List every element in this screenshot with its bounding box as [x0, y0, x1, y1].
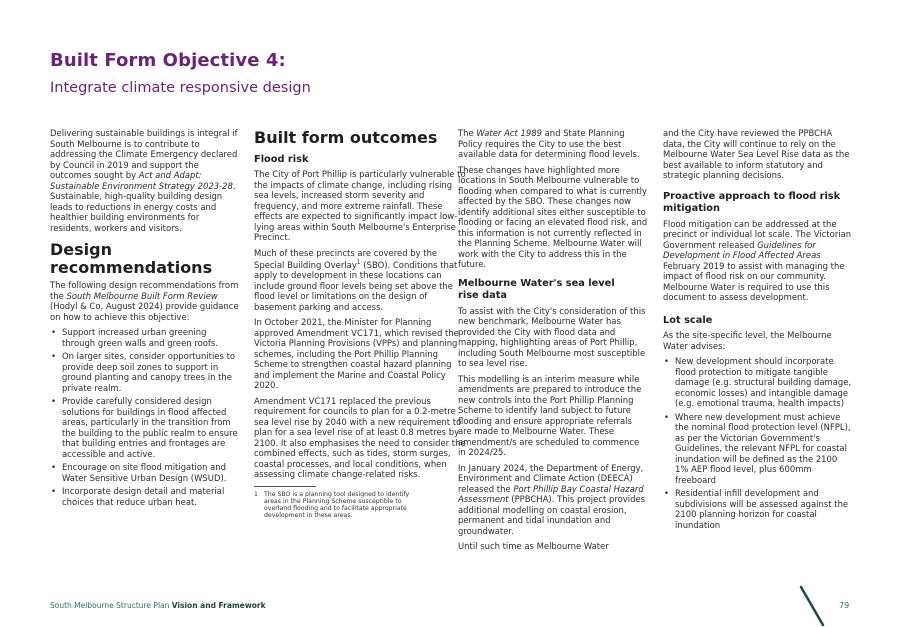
lot-scale-heading: Lot scale	[663, 314, 713, 326]
sea-level-rise-heading: Melbourne Water's sea level rise data	[458, 277, 615, 301]
paragraph: These changes have highlighted more locations in South Melbourne vulnerable to flooding when compared to what is currently affected by the SBO. These changes now identify additional sites either susceptible to flooding or facing an elevated flood risk, and this information is not currently reflected in the Planning Scheme. Melbourne Water will work with the City to address this in the future.	[458, 164, 648, 269]
column-4	[663, 128, 853, 533]
built-form-outcomes-heading: Built form outcomes	[254, 128, 438, 147]
intro-paragraph: Delivering sustainable buildings is integral if South Melbourne is to contribute to addressing the Climate Emergency declared by Council in 2019 and support the outcomes sought by Act and Adapt: Sustainable Environment Strategy 2023-28. Sustainable, high-quality building design leads to reductions in energy costs and healthier building environments for residents, workers and visitors.	[50, 128, 238, 233]
accent-slash-decoration	[798, 585, 828, 627]
paragraph: and the City have reviewed the PPBCHA data, the City will continue to rely on the Melbourne Water Sea Level Rise data as the best available to inform statutory and strategic planning decisions.	[663, 128, 850, 180]
paragraph: Until such time as Melbourne Water	[458, 541, 609, 551]
list-item: • Incorporate design detail and material choices that reduce urban heat.	[50, 486, 240, 507]
footer-section: Vision and Framework	[171, 601, 266, 610]
paragraph: Amendment VC171 replaced the previous requirement for councils to plan for a 0.2-metre sea level rise by 2040 with a new requirement to plan for a sea level rise of at least 0.8 metres by 2100. It also emphasises the need to consider the combined effects, such as tides, storm surges, coastal processes, and local conditions, when assessing climate change-related risks.	[254, 395, 466, 480]
flood-mitigation-heading: Proactive approach to flood risk mitigation	[663, 190, 841, 214]
page-title: Built Form Objective 4:	[50, 50, 286, 71]
list-item: • Provide carefully considered design solutions for buildings in flood affected areas, particularly in the transition from the building to the public realm to ensure that building entries and frontages are accessible and active.	[50, 396, 240, 459]
page-number: 79	[839, 601, 850, 610]
paragraph: The Water Act 1989 and State Planning Policy requires the City to use the best available data for determining flood levels.	[458, 128, 640, 159]
paragraph: In October 2021, the Minister for Planning approved Amendment VC171, which revised the Victoria Planning Provisions (VPPs) and planning schemes, including the Port Phillip Planning Scheme to strengthen coastal hazard planning and implement the Marine and Coastal Policy 2020.	[254, 317, 459, 391]
flood-risk-heading: Flood risk	[254, 153, 309, 165]
footnote-text: The SBO is a planning tool designed to identify areas in the Planning Scheme susceptible to overland flooding and to facilitate appropriate development in these areas.	[264, 490, 410, 520]
paragraph: The City of Port Phillip is particularly vulnerable to the impacts of climate change, including rising sea levels, increased storm severity and frequency, and more extreme rainfall. These effects are expected to significantly impact low-lying areas within South Melbourne's Enterprise Precinct.	[254, 169, 466, 242]
column-3	[458, 128, 648, 557]
list-item: • Support increased urban greening through green walls and green roofs.	[50, 327, 240, 348]
recommendations-list	[50, 327, 240, 507]
recommendations-lead: The following design recommendations from the South Melbourne Built Form Review (Hodyl & Co, August 2024) provide guidance on how to achieve this objective:	[50, 280, 239, 322]
paragraph: As the site-specific level, the Melbourne Water advises:	[663, 330, 832, 351]
lot-scale-list	[663, 356, 853, 530]
footnote-number: 1	[254, 490, 258, 498]
list-item: • Encourage on site flood mitigation and Water Sensitive Urban Design (WSUD).	[50, 462, 240, 483]
paragraph: In January 2024, the Department of Energy, Environment and Climate Action (DEECA) released the Port Phillip Bay Coastal Hazard Assessment (PPBCHA). This project provides additional modelling on coastal erosion, permanent and tidal inundation and groundwater.	[458, 462, 646, 536]
paragraph: This modelling is an interim measure while amendments are prepared to introduce the new controls into the Port Phillip Planning Scheme to identify land subject to future flooding and ensure appropriate referrals are made to Melbourne Water. These amendment/s are scheduled to commence in 2024/25.	[458, 373, 642, 457]
column-2	[254, 128, 466, 520]
paragraph: Much of these precincts are covered by the Special Building Overlay$^1$ (SBO). Conditions that apply to development in these locations can include ground floor levels being set above the flood level or limitations on the design of basement parking and access.	[254, 247, 458, 312]
footnote-divider	[254, 486, 316, 487]
list-item: • Residential infill development and subdivisions will be assessed against the 2100 planning horizon for coastal inundation	[663, 488, 853, 530]
column-1	[50, 128, 240, 510]
page-subtitle: Integrate climate responsive design	[50, 80, 311, 96]
footnote-ref: 1	[356, 259, 361, 266]
list-item: • On larger sites, consider opportunities to provide deep soil zones to support in ground planting and canopy trees in the private realm.	[50, 351, 240, 393]
footnote	[254, 491, 466, 520]
paragraph: To assist with the City's consideration of this new benchmark, Melbourne Water has provided the City with flood data and mapping, highlighting areas of Port Phillip, including South Melbourne most susceptible to sea level rise.	[458, 305, 646, 368]
footer-document-title: South Melbourne Structure Plan Vision and Framework	[50, 601, 266, 610]
design-recommendations-heading: Design recommendations	[50, 240, 213, 277]
list-item: • Where new development must achieve the nominal flood protection level (NFPL), as per the Victorian Government's Guidelines, the relevant NFPL for coastal inundation will be defined as the 2100 1% AEP flood level, plus 600mm freeboard	[663, 412, 853, 486]
paragraph: Flood mitigation can be addressed at the precinct or individual lot scale. The Victorian Government released Guidelines for Development in Flood Affected Areas February 2019 to assist with managing the impact of flood risk on our community. Melbourne Water is required to use this document to assess development.	[663, 218, 852, 302]
list-item: • New development should incorporate flood protection to mitigate tangible damage (e.g. structural building damage, economic losses) and intangible damage (e.g. emotional trauma, health impacts)	[663, 356, 853, 409]
